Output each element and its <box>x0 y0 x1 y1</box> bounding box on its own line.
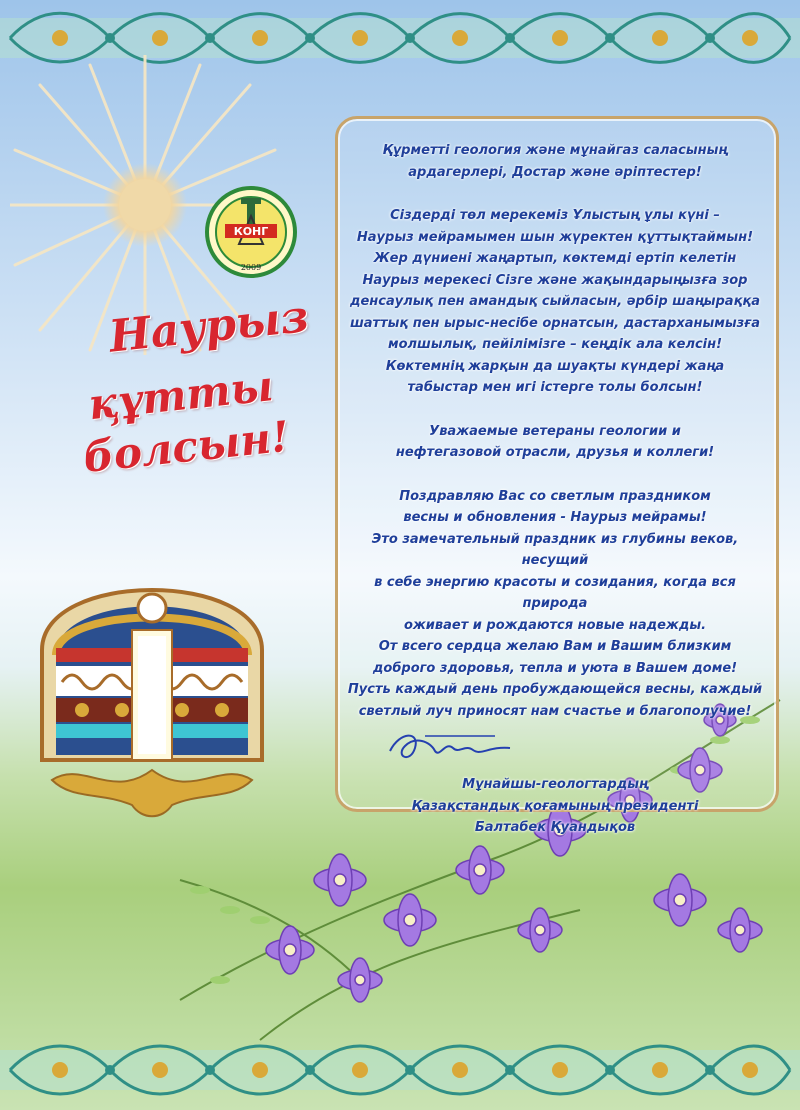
text-line: Құрметті геология және мұнайгаз саласының <box>382 143 728 158</box>
text-line: весны и обновления - Наурыз мейрамы! <box>403 510 707 525</box>
signature-name: Балтабек Қуандықов <box>474 820 636 835</box>
text-line: нефтегазовой отрасли, друзья и коллеги! <box>395 445 715 460</box>
text-line: в себе энергию красоты и созидания, когда вся природа <box>374 574 736 611</box>
kazakh-greeting <box>345 140 765 183</box>
text-line: Наурыз мерекесі Сізге және жақындарыңызға зор <box>362 272 748 288</box>
text-line: Наурыз мейрамымен шын жүректен құттықтаймын! <box>356 229 754 245</box>
bottom-ornament-border <box>0 1030 800 1110</box>
text-line: шаттық пен ырыс-несібе орнатсын, дастарханымызға <box>349 315 761 331</box>
text-line: Жер дүниені жаңартып, көктемді ертіп келетін <box>373 251 737 266</box>
text-line: Пусть каждый день пробуждающейся весны, каждый <box>347 682 763 697</box>
text-line: От всего сердца желаю Вам и Вашим близким <box>378 639 732 654</box>
russian-greeting <box>345 421 765 464</box>
text-line: молшылық, пейілімізге – кеңдік ала келсін! <box>387 337 723 352</box>
text-line: Уважаемые ветераны геологии и <box>429 423 681 439</box>
text-line: доброго здоровья, тепла и уюта в Вашем доме! <box>372 660 738 676</box>
letter-text <box>345 140 765 839</box>
greeting-title <box>82 287 348 482</box>
title-line-1: Наурыз <box>106 291 312 363</box>
kazakh-body <box>345 205 765 399</box>
russian-body <box>345 486 765 723</box>
text-line: Сіздерді төл мерекеміз Ұлыстың ұлы күні – <box>390 208 720 223</box>
text-line: табыстар мен игі істерге толы болсын! <box>407 380 703 395</box>
title-line-2: құтты болсын! <box>81 361 292 482</box>
logo-text: КОНГ <box>233 225 269 238</box>
kong-logo <box>205 186 297 278</box>
text-line: оживает и рождаются новые надежды. <box>403 617 707 633</box>
text-line: светлый луч приносят нам счастье и благополучие! <box>358 703 752 719</box>
signature-line-1: Мұнайшы-геологтардың <box>462 777 648 792</box>
text-line: денсаулық пен амандық сыйласын, әрбір шаңыраққа <box>349 294 760 309</box>
text-line: Это замечательный праздник из глубины веков, несущий <box>371 531 739 568</box>
signature-line-2: Қазақстандық қоғамының президенті <box>411 798 699 814</box>
text-line: ардагерлері, Достар және әріптестер! <box>408 164 702 180</box>
text-line: Көктемнің жарқын да шуақты күндері жаңа <box>385 358 725 374</box>
text-line: Поздравляю Вас со светлым праздником <box>399 488 711 504</box>
signature-block <box>345 726 765 839</box>
logo-year: 2009 <box>240 263 262 272</box>
handwritten-signature <box>385 726 515 766</box>
